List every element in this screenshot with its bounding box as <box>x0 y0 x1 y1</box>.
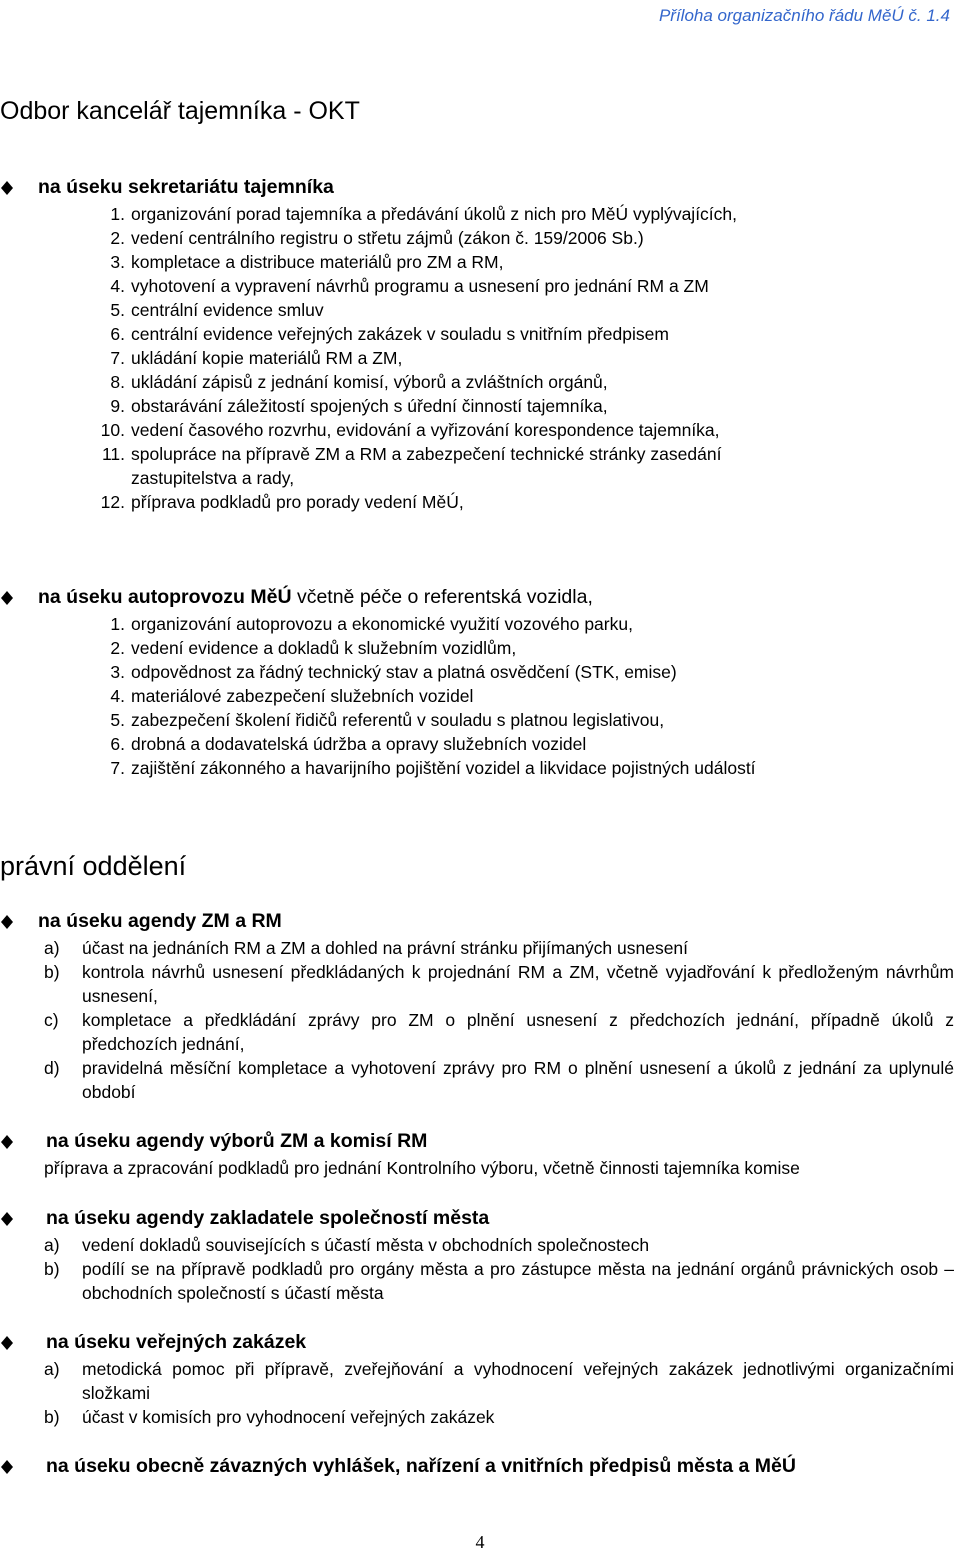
list-item-text: ukládání zápisů z jednání komisí, výborů a zvláštních orgánů, <box>131 372 608 392</box>
list-item-text: zajištění zákonného a havarijního pojištění vozidel a likvidace pojistných událostí <box>131 758 756 778</box>
list-item <box>0 708 960 732</box>
list-item <box>0 490 960 514</box>
list-item <box>0 1257 960 1305</box>
list-item-number: d) <box>44 1058 60 1078</box>
section-vyhlasky <box>0 1455 960 1481</box>
page-number: 4 <box>475 1532 485 1552</box>
section-verejne-zakazky <box>0 1331 960 1429</box>
diamond-bullet-icon <box>0 1212 14 1226</box>
section-title: na úseku sekretariátu tajemníka <box>38 176 334 198</box>
list-item-number: 7. <box>110 348 125 368</box>
list-item-text: vedení centrálního registru o střetu zájmů (zákon č. 159/2006 Sb.) <box>131 228 644 248</box>
list-item-number: 7. <box>110 758 125 778</box>
diamond-bullet-icon <box>0 1460 14 1474</box>
diamond-bullet-icon <box>0 1336 14 1350</box>
list-item <box>0 660 960 684</box>
list-item <box>0 756 960 780</box>
list-item-text: organizování porad tajemníka a předávání úkolů z nich pro MěÚ vyplývajících, <box>131 204 738 224</box>
list-item <box>0 346 960 370</box>
list-item <box>0 442 960 490</box>
list-item <box>0 684 960 708</box>
list-item-number: 2. <box>110 228 125 248</box>
list-item-text: spolupráce na přípravě ZM a RM a zabezpečení technické stránky zasedání zastupitelstva a rady, <box>131 444 722 488</box>
department-title-pravni: právní oddělení <box>0 851 187 881</box>
list-item <box>0 322 960 346</box>
list-item-text: materiálové zabezpečení služebních vozidel <box>131 686 474 706</box>
list-item-number: b) <box>44 1259 60 1279</box>
section-title: na úseku agendy ZM a RM <box>38 910 282 932</box>
list-item <box>0 636 960 660</box>
diamond-bullet-icon <box>0 181 14 195</box>
list-item-text: kompletace a předkládání zprávy pro ZM o plnění usnesení z předchozích jednání, případně úkolů z předchozích jednání, <box>82 1010 954 1054</box>
list-item <box>0 1056 960 1104</box>
list-item-text: zabezpečení školení řidičů referentů v souladu s platnou legislativou, <box>131 710 665 730</box>
list-item <box>0 732 960 756</box>
list-item-number: 6. <box>110 734 125 754</box>
list-item <box>0 250 960 274</box>
section-title: na úseku agendy výborů ZM a komisí RM <box>46 1130 428 1152</box>
list-item-number: a) <box>44 1235 60 1255</box>
list-item-number: 2. <box>110 638 125 658</box>
section-text-part: , včetně činnosti tajemníka komise <box>533 1158 800 1178</box>
list-item-number: 10. <box>100 420 125 440</box>
list-item-number: a) <box>44 938 60 958</box>
list-item-number: 1. <box>110 204 125 224</box>
list-item-number: 9. <box>110 396 125 416</box>
list-item <box>0 370 960 394</box>
list-item-text: centrální evidence veřejných zakázek v souladu s vnitřním předpisem <box>131 324 669 344</box>
document-header: Příloha organizačního řádu MěÚ č. 1.4 <box>658 6 950 25</box>
list-item-number: a) <box>44 1359 60 1379</box>
list-item-text: ukládání kopie materiálů RM a ZM, <box>131 348 403 368</box>
list-item-text: účast v komisích pro vyhodnocení veřejných zakázek <box>82 1407 495 1427</box>
list-item-text: účast na jednáních RM a ZM a dohled na právní stránku přijímaných usnesení <box>82 938 689 958</box>
list-item-number: 5. <box>110 300 125 320</box>
list-item-number: 11. <box>101 444 125 464</box>
list-item-text: příprava podkladů pro porady vedení MěÚ, <box>131 492 464 512</box>
list-item <box>0 1008 960 1056</box>
section-vybory-komise <box>0 1130 960 1180</box>
list-item-number: 1. <box>110 614 125 634</box>
list-item-text: kompletace a distribuce materiálů pro ZM a RM, <box>131 252 504 272</box>
list-item-text: kontrola návrhů usnesení předkládaných k projednání RM a ZM, včetně vyjadřování k předloženým návrhům usnesení, <box>82 962 954 1006</box>
list-item-number: b) <box>44 962 60 982</box>
list-item-text: vedení dokladů souvisejících s účastí města v obchodních společnostech <box>82 1235 650 1255</box>
section-text-part: příprava a zpracování podkladů pro jednání Kontrolního výboru <box>44 1158 534 1178</box>
list-item <box>0 202 960 226</box>
list-item-number: 4. <box>110 686 125 706</box>
list-item-number: c) <box>44 1010 59 1030</box>
section-title: na úseku agendy zakladatele společností města <box>46 1207 490 1229</box>
diamond-bullet-icon <box>0 591 14 605</box>
list-item <box>0 1233 960 1257</box>
list-item-text: odpovědnost za řádný technický stav a platná osvědčení (STK, emise) <box>131 662 677 682</box>
section-title-rest: včetně péče o referentská vozidla, <box>291 586 593 608</box>
list-item-number: 3. <box>110 662 125 682</box>
list-item <box>0 274 960 298</box>
list-item <box>0 418 960 442</box>
section-title: na úseku obecně závazných vyhlášek, nařízení a vnitřních předpisů města a MěÚ <box>46 1455 796 1477</box>
section-title <box>38 586 593 609</box>
list-item-text: pravidelná měsíční kompletace a vyhotovení zprávy pro RM o plnění usnesení a úkolů z jednání za uplynulé období <box>82 1058 954 1102</box>
list-item-text: podílí se na přípravě podkladů pro orgány města a pro zástupce města na jednání orgánů právnických osob – obchodních společností s účastí města <box>82 1259 954 1303</box>
department-title-okt: Odbor kancelář tajemníka - OKT <box>0 97 360 125</box>
list-item-number: 6. <box>110 324 125 344</box>
section-text <box>0 1156 960 1180</box>
list-item <box>0 1405 960 1429</box>
list-item-text: vedení časového rozvrhu, evidování a vyřizování korespondence tajemníka, <box>131 420 720 440</box>
list-item-text: vedení evidence a dokladů k služebním vozidlům, <box>131 638 517 658</box>
section-zakladatel <box>0 1207 960 1305</box>
list-item <box>0 298 960 322</box>
list-item <box>0 394 960 418</box>
list-item-text: organizování autoprovozu a ekonomické využití vozového parku, <box>131 614 633 634</box>
list-item <box>0 960 960 1008</box>
diamond-bullet-icon <box>0 915 14 929</box>
list-item-text: obstarávání záležitostí spojených s úřední činností tajemníka, <box>131 396 608 416</box>
list-item-text: metodická pomoc při přípravě, zveřejňování a vyhodnocení veřejných zakázek jednotlivými organizačními složkami <box>82 1359 954 1403</box>
list-item-text: drobná a dodavatelská údržba a opravy služebních vozidel <box>131 734 587 754</box>
section-title-bold: na úseku autoprovozu MěÚ <box>38 586 292 608</box>
list-item-number: 12. <box>100 492 125 512</box>
diamond-bullet-icon <box>0 1135 14 1149</box>
list-item-number: 4. <box>110 276 125 296</box>
section-sekretariat <box>0 176 960 514</box>
section-title: na úseku veřejných zakázek <box>46 1331 307 1353</box>
list-item <box>0 936 960 960</box>
list-item-number: 3. <box>110 252 125 272</box>
list-item <box>0 226 960 250</box>
section-autoprovoz <box>0 586 960 780</box>
list-item-text: centrální evidence smluv <box>131 300 324 320</box>
list-item-text: vyhotovení a vypravení návrhů programu a usnesení pro jednání RM a ZM <box>131 276 709 296</box>
section-agenda-zm-rm <box>0 910 960 1104</box>
list-item <box>0 612 960 636</box>
list-item-number: 8. <box>110 372 125 392</box>
list-item-number: 5. <box>110 710 125 730</box>
list-item <box>0 1357 960 1405</box>
list-item-number: b) <box>44 1407 60 1427</box>
